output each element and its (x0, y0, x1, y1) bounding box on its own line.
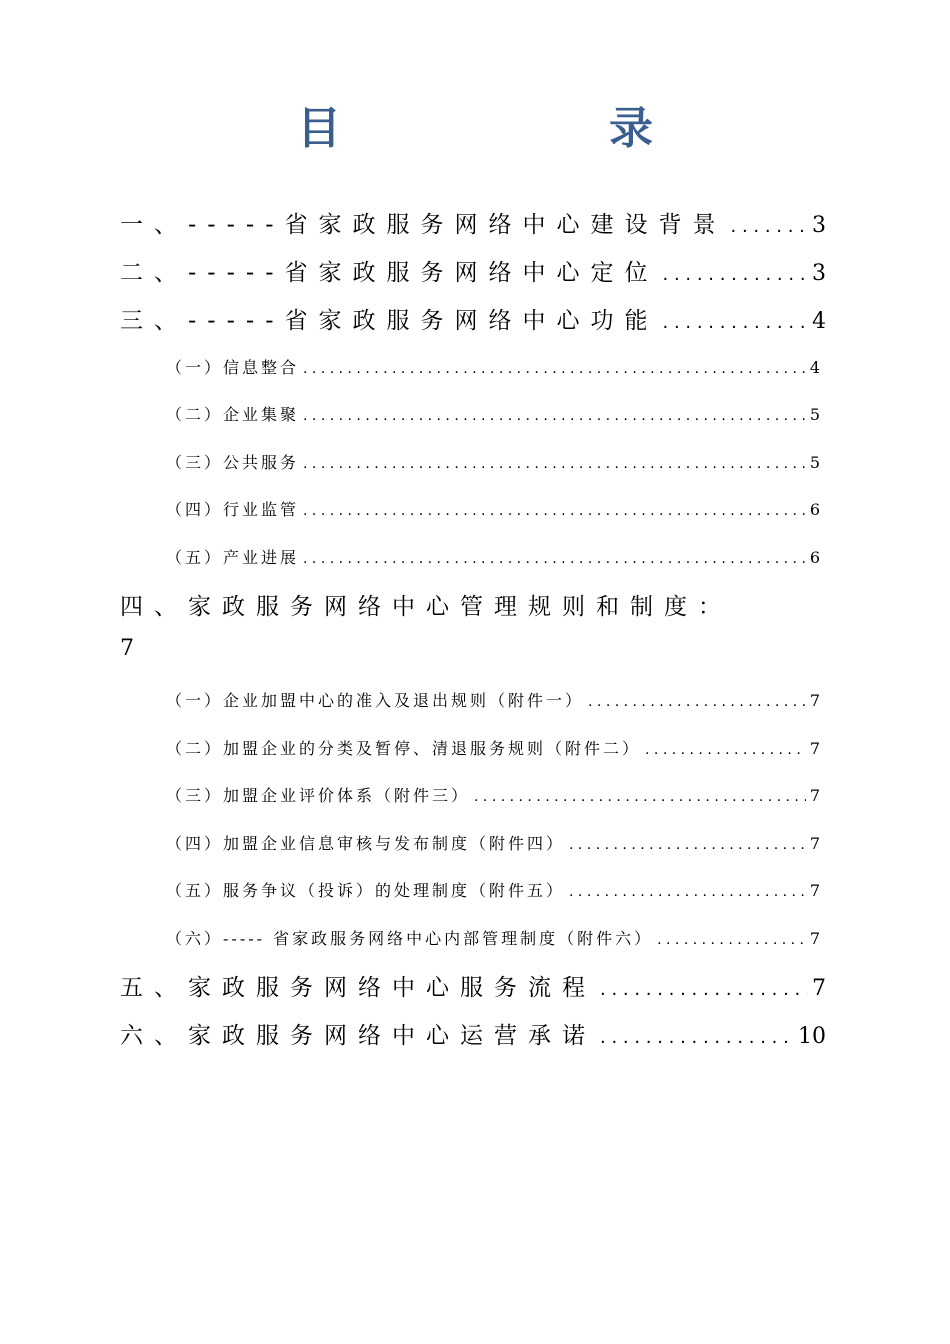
toc-leader-dots (303, 361, 806, 377)
toc-entry-label: （三）公共服务 (166, 453, 300, 472)
toc-entry-1[interactable] (120, 206, 826, 239)
toc-page-number: 5 (809, 453, 820, 472)
toc-page-number: 4 (809, 358, 820, 377)
toc-entry-4-6[interactable] (166, 926, 820, 949)
toc-page-number: 5 (809, 405, 820, 424)
toc-page-number: 7 (120, 636, 134, 661)
toc-entry-2[interactable] (120, 254, 826, 287)
toc-entry-label: （六）----- 省家政服务网络中心内部管理制度（附件六） (166, 929, 654, 948)
toc-leader-dots (600, 1027, 794, 1048)
toc-entry-label: （二）加盟企业的分类及暂停、清退服务规则（附件二） (166, 739, 642, 758)
toc-leader-dots (657, 932, 806, 948)
toc-leader-dots (303, 456, 806, 472)
toc-entry-label: 五、家政服务网络中心服务流程 (120, 975, 596, 1001)
toc-page-number: 7 (809, 691, 820, 710)
toc-leader-dots (569, 884, 806, 900)
toc-entry-label: （一）信息整合 (166, 358, 300, 377)
toc-entry-3-5[interactable] (166, 545, 820, 568)
toc-page-number: 7 (812, 976, 826, 1001)
toc-entry-label: （五）服务争议（投诉）的处理制度（附件五） (166, 881, 566, 900)
toc-entry-label: （一）企业加盟中心的准入及退出规则（附件一） (166, 691, 585, 710)
toc-entry-label: （三）加盟企业评价体系（附件三） (166, 786, 471, 805)
toc-page-number: 7 (809, 929, 820, 948)
toc-entry-4-5[interactable] (166, 878, 820, 901)
toc-page-number: 6 (809, 500, 820, 519)
toc-leader-dots (663, 312, 809, 333)
toc-leader-dots (474, 789, 806, 805)
toc-page-number: 10 (798, 1024, 826, 1049)
toc-leader-dots (600, 979, 808, 1000)
toc-entry-label: （四）行业监管 (166, 500, 300, 519)
toc-page-number: 4 (812, 309, 826, 334)
toc-page-number: 7 (809, 786, 820, 805)
toc-entry-4-1[interactable] (166, 688, 820, 711)
toc-entry-3[interactable] (120, 302, 826, 335)
toc-page-number: 3 (812, 261, 826, 286)
toc-entry-label: （四）加盟企业信息审核与发布制度（附件四） (166, 834, 566, 853)
toc-entry-4-3[interactable] (166, 783, 820, 806)
toc-entry-label: 三、-----省家政服务网络中心功能 (120, 308, 659, 334)
toc-entry-6[interactable] (120, 1017, 826, 1050)
toc-leader-dots (663, 264, 809, 285)
toc-leader-dots (303, 551, 806, 567)
toc-leader-dots (588, 694, 806, 710)
toc-entry-4-2[interactable] (166, 736, 820, 759)
toc-leader-dots (303, 503, 806, 519)
toc-leader-dots (645, 742, 806, 758)
toc-entry-3-1[interactable] (166, 355, 820, 378)
toc-entry-label: 二、-----省家政服务网络中心定位 (120, 260, 659, 286)
toc-entry-3-4[interactable] (166, 497, 820, 520)
toc-page-number: 7 (809, 881, 820, 900)
toc-page-number: 6 (809, 548, 820, 567)
toc-page-number: 7 (809, 739, 820, 758)
toc-entry-3-3[interactable] (166, 450, 820, 473)
toc-entry-label: （二）企业集聚 (166, 405, 300, 424)
toc-entry-label: 六、家政服务网络中心运营承诺 (120, 1023, 596, 1049)
toc-leader-dots (303, 408, 806, 424)
toc-entry-5[interactable] (120, 969, 826, 1002)
toc-leader-dots (731, 216, 809, 237)
page-title: 目 录 (297, 103, 713, 154)
toc-page-number: 7 (809, 834, 820, 853)
toc-entry-label: 一、-----省家政服务网络中心建设背景 (120, 212, 727, 238)
toc-page-number: 3 (812, 213, 826, 238)
toc-leader-dots (569, 837, 806, 853)
toc-entry-3-2[interactable] (166, 402, 820, 425)
toc-entry-label: （五）产业进展 (166, 548, 300, 567)
toc-entry-4[interactable]: 四、家政服务网络中心管理规则和制度： (120, 594, 732, 620)
toc-entry-4-4[interactable] (166, 831, 820, 854)
